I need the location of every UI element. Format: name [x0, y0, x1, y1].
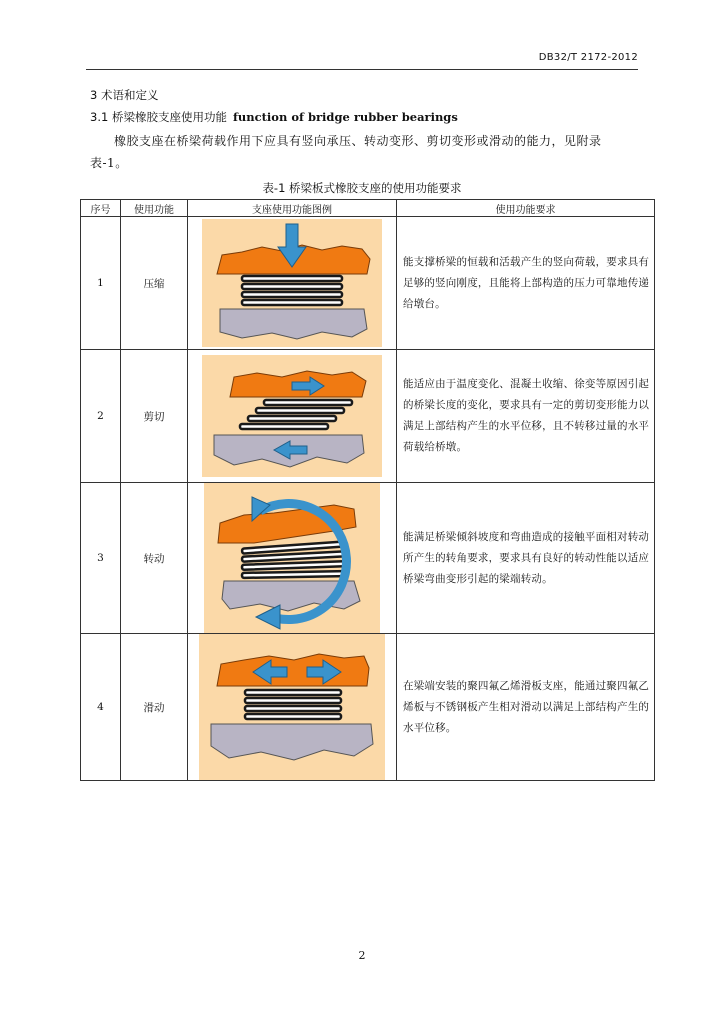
- row-requirement: 能适应由于温度变化、混凝土收缩、徐变等原因引起的桥梁长度的变化，要求具有一定的剪切变形能力以满足上部结构产生的水平位移，且不转移过量的水平荷载给桥墩。: [397, 350, 655, 483]
- row-requirement: 能满足桥梁倾斜坡度和弯曲造成的接触平面相对转动所产生的转角要求，要求具有良好的转动性能以适应桥梁弯曲变形引起的梁端转动。: [397, 483, 655, 634]
- figure-cell: [188, 483, 397, 634]
- rotation-diagram-icon: [204, 483, 380, 633]
- header-figure: 支座使用功能图例: [188, 200, 397, 217]
- section-title: 3 术语和定义: [90, 88, 159, 102]
- row-num: 2: [81, 350, 121, 483]
- row-function: 压缩: [121, 217, 188, 350]
- header-function: 使用功能: [121, 200, 188, 217]
- row-function: 转动: [121, 483, 188, 634]
- subsection-title-cn: 3.1 桥梁橡胶支座使用功能: [90, 110, 227, 124]
- compression-diagram-icon: [202, 219, 382, 347]
- table-row: [81, 634, 655, 781]
- sliding-diagram-icon: [199, 634, 385, 780]
- definition-paragraph: 橡胶支座在桥梁荷载作用下应具有竖向承压、转动变形、剪切变形或滑动的能力，见附录表-1。: [90, 134, 602, 170]
- row-requirement: 能支撑桥梁的恒载和活载产生的竖向荷载，要求具有足够的竖向刚度，且能将上部构造的压力可靠地传递给墩台。: [397, 217, 655, 350]
- document-code: DB32/T 2172-2012: [538, 52, 638, 63]
- subsection-title-en: function of bridge rubber bearings: [232, 110, 458, 124]
- row-num: 1: [81, 217, 121, 350]
- subsection-title: [90, 109, 458, 125]
- function-table: [80, 199, 655, 781]
- row-num: 3: [81, 483, 121, 634]
- table-caption: 表-1 桥梁板式橡胶支座的使用功能要求: [262, 181, 462, 195]
- row-requirement: 在梁端安装的聚四氟乙烯滑板支座，能通过聚四氟乙烯板与不锈钢板产生相对滑动以满足上部结构产生的水平位移。: [397, 634, 655, 781]
- table-header-row: [81, 200, 655, 217]
- row-function: 滑动: [121, 634, 188, 781]
- figure-cell: [188, 634, 397, 781]
- shear-diagram-icon: [202, 355, 382, 477]
- table-row: [81, 350, 655, 483]
- page-number: 2: [358, 949, 366, 962]
- row-num: 4: [81, 634, 121, 781]
- header-requirement: 使用功能要求: [397, 200, 655, 217]
- figure-cell: [188, 217, 397, 350]
- table-row: [81, 217, 655, 350]
- figure-cell: [188, 350, 397, 483]
- table-row: [81, 483, 655, 634]
- row-function: 剪切: [121, 350, 188, 483]
- header-divider: [86, 69, 638, 70]
- header-num: 序号: [81, 200, 121, 217]
